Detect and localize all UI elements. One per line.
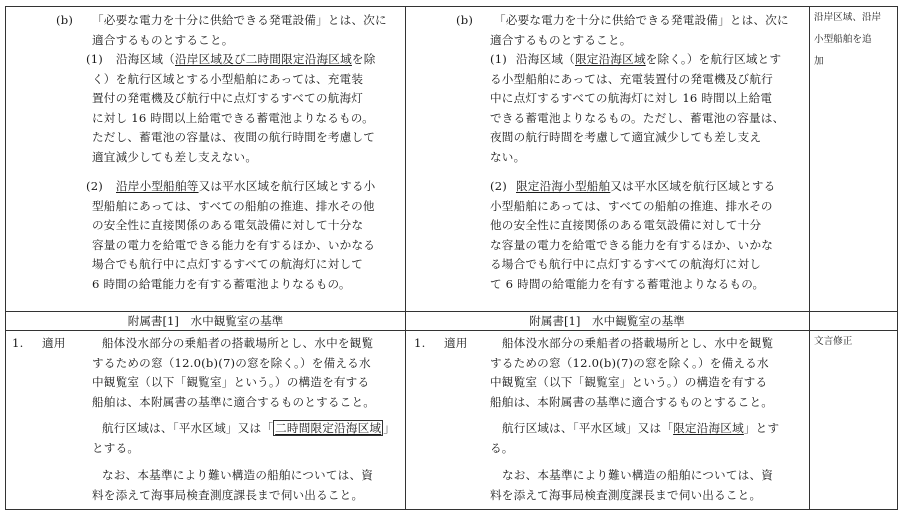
right-p2-line3: 他の安全性に直接関係のある電気設備に対して十分 <box>490 218 762 232</box>
left-p1-line4: に対し 16 時間以上給電できる蓄電池よりなるもの。 <box>92 110 374 125</box>
left-p2-line2: 型船舶にあっては、すべての船舶の推進、排水その他 <box>92 198 375 213</box>
left-s1-boxed-term: 二時間限定沿海区域 <box>275 421 382 435</box>
left-b-line2: 適合するものとすること。 <box>92 32 234 47</box>
right-p2-line4: な容量の電力を給電できる能力を有するほか、いかな <box>490 237 774 252</box>
left-s1-title: 適用 <box>42 336 66 350</box>
left-p2-number: (2) <box>86 179 104 193</box>
remarks-upper-line1: 沿岸区域、沿岸 <box>814 12 882 23</box>
left-s1-number: 1. <box>12 336 24 350</box>
right-p2-underlined-term: 限定沿海小型船舶 <box>516 179 611 193</box>
row-divider-lower <box>6 330 897 331</box>
left-p2-line4: 容量の電力を給電できる能力を有するほか、いかなる <box>92 237 376 252</box>
remarks-lower-line1: 文言修正 <box>814 336 853 347</box>
right-p1-line1: 沿海区域（限定沿海区域を除く。）を航行区域とす <box>516 52 782 66</box>
left-s1-line3: 中観覧室（以下「観覧室」という。）の構造を有する <box>92 375 370 389</box>
left-s1-line4: 船舶は、本附属書の基準に適合するものとすること。 <box>92 394 376 409</box>
left-p1-line6: 適宜減少しても差し支えない。 <box>92 149 258 164</box>
right-p2-number: (2) <box>490 179 508 193</box>
left-b-line1: 「必要な電力を十分に供給できる発電設備」とは、次に <box>92 13 387 27</box>
column-divider-left <box>405 7 406 509</box>
right-p1-line2: る小型船舶にあっては、充電装置付の発電機及び航行 <box>490 71 773 86</box>
left-appendix-title: 附属書[1] 水中観覧室の基準 <box>127 314 284 328</box>
left-s1-line2: するための窓（12.0(b)(7)の窓を除く。）を備える水 <box>92 355 371 370</box>
right-appendix-title: 附属書[1] 水中観覧室の基準 <box>529 314 685 328</box>
right-s1-line4: 船舶は、本附属書の基準に適合するものとすること。 <box>490 394 774 409</box>
left-p2-line3: の安全性に直接関係のある電気設備に対して十分な <box>92 218 364 232</box>
left-p2-line5: 場合でも航行中に点灯するすべての航海灯に対して <box>92 257 364 271</box>
left-p2-line6: 6 時間の給電能力を有する蓄電池よりなるもの。 <box>92 276 351 291</box>
right-b-line2: 適合するものとすること。 <box>490 32 632 47</box>
right-p2-line1: 限定沿海小型船舶又は平水区域を航行区域とする <box>516 179 776 193</box>
remarks-upper-line2: 小型船舶を追 <box>814 34 872 45</box>
right-b-line1: 「必要な電力を十分に供給できる発電設備」とは、次に <box>494 13 789 27</box>
right-s1-line6: る。 <box>490 441 514 455</box>
left-s1-line5: 航行区域は、「平水区域」又は「 二時間限定沿海区域 」 <box>102 421 396 435</box>
right-s1-line1: 船体没水部分の乗船者の搭載場所とし、水中を観覧 <box>502 336 774 350</box>
right-p1-line3: 中に点灯するすべての航海灯に対し 16 時間以上給電 <box>490 91 773 105</box>
comparison-table <box>5 6 898 510</box>
right-s1-number: 1. <box>414 336 426 350</box>
left-s1-line8: 料を添えて海事局検査測度課長まで伺い出ること。 <box>92 488 364 502</box>
left-s1-line7: なお、本基準により難い構造の船舶については、資 <box>102 468 374 482</box>
left-p1-underlined-term: 沿岸区域及び二時間限定沿海区域 <box>174 52 352 66</box>
left-s1-line6: とする。 <box>92 441 140 455</box>
right-s1-line3: 中観覧室（以下「観覧室」という。）の構造を有する <box>490 375 768 389</box>
right-p1-underlined-term: 限定沿海区域 <box>574 52 646 66</box>
right-s1-line7: なお、本基準により難い構造の船舶については、資 <box>502 468 774 482</box>
left-p1-line1: 沿海区域（沿岸区域及び二時間限定沿海区域を除 <box>116 52 376 66</box>
right-p2-line5: る場合でも航行中に点灯するすべての航海灯に対し <box>490 257 762 271</box>
right-p1-line4: できる蓄電池よりなるもの。ただし、蓄電池の容量は、 <box>490 110 785 125</box>
right-p1-number: (1) <box>490 52 508 66</box>
right-b-label: (b) <box>456 13 474 27</box>
right-s1-line2: するための窓（12.0(b)(7)の窓を除く。）を備える水 <box>490 355 769 370</box>
left-s1-line1: 船体没水部分の乗船者の搭載場所とし、水中を観覧 <box>102 336 374 350</box>
remarks-upper-line3: 加 <box>814 56 824 67</box>
left-p1-line5: ただし、蓄電池の容量は、夜間の航行時間を考慮して <box>92 130 376 144</box>
right-p1-line6: ない。 <box>490 149 526 164</box>
right-s1-line8: 料を添えて海事局検査測度課長まで伺い出ること。 <box>490 488 762 502</box>
right-p2-line2: 小型船舶にあっては、すべての船舶の推進、排水その <box>490 198 773 213</box>
left-p2-underlined-term: 沿岸小型船舶等 <box>116 179 199 193</box>
right-s1-line5: 航行区域は、「平水区域」又は「限定沿海区域」とす <box>502 421 780 435</box>
right-s1-underlined-term: 限定沿海区域 <box>673 421 744 435</box>
left-p1-number: (1) <box>86 52 104 66</box>
left-p1-line3: 置付の発電機及び航行中に点灯するすべての航海灯 <box>92 91 364 105</box>
right-s1-title: 適用 <box>444 336 468 350</box>
left-p2-line1: 沿岸小型船舶等又は平水区域を航行区域とする小 <box>116 179 376 193</box>
left-b-label: (b) <box>56 13 74 27</box>
right-p1-line5: 夜間の航行時間を考慮して適宜減少しても差し支え <box>490 130 762 144</box>
column-divider-right <box>809 7 810 509</box>
left-p1-line2: く）を航行区域とする小型船舶にあっては、充電装 <box>92 71 364 86</box>
right-p2-line6: て 6 時間の給電能力を有する蓄電池よりなるもの。 <box>490 276 765 291</box>
